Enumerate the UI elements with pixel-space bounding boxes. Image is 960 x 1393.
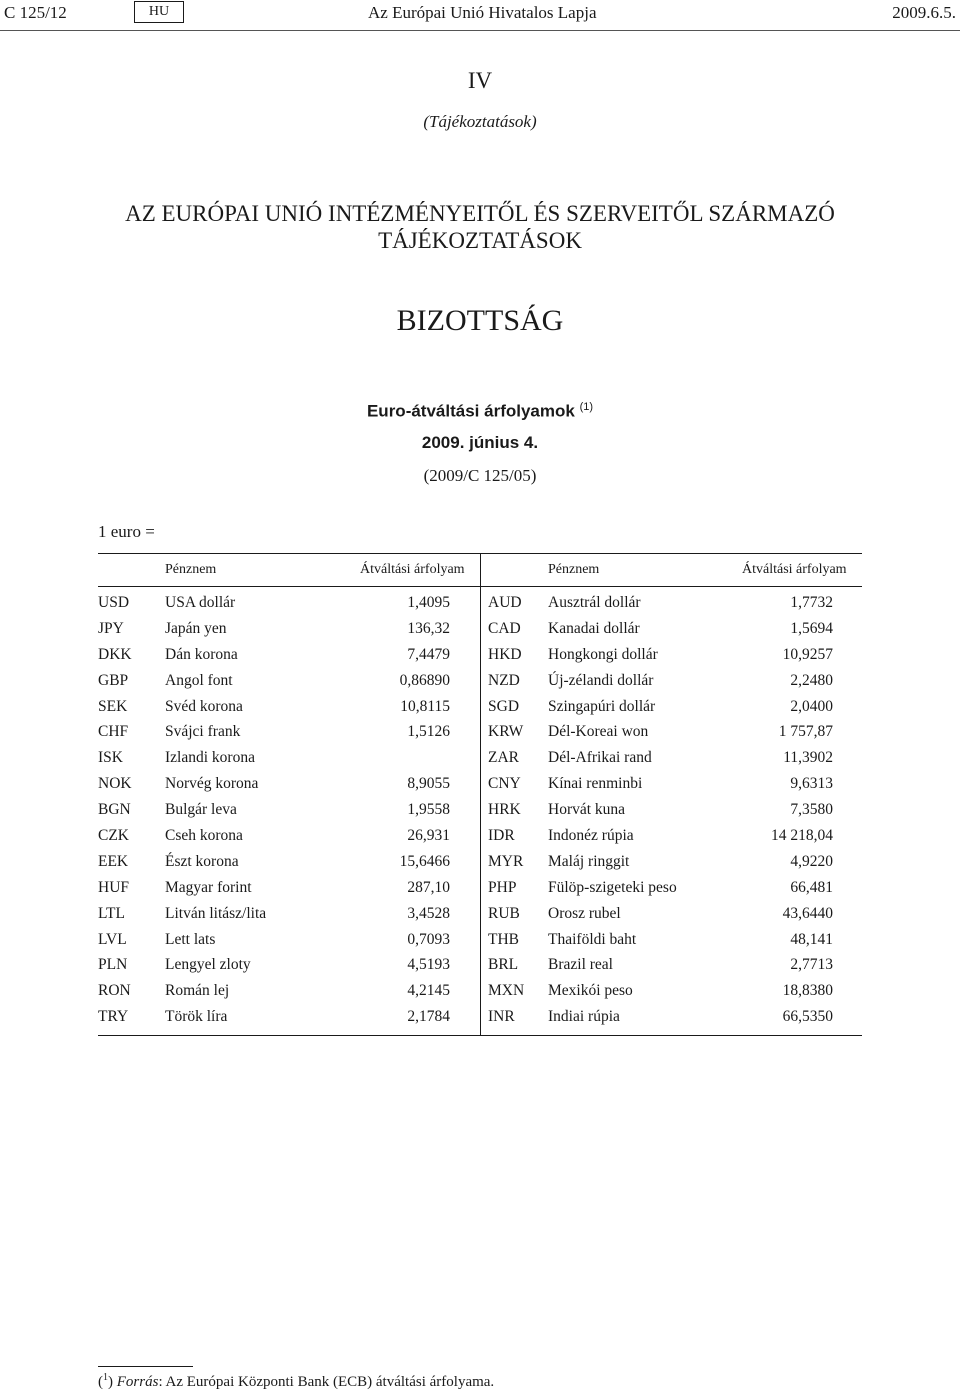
currency-code: NZD [488, 671, 520, 689]
currency-name: Indonéz rúpia [548, 827, 634, 845]
document-date: 2009. június 4. [421, 433, 539, 452]
currency-code: RUB [488, 904, 520, 922]
currency-name: Orosz rubel [548, 904, 621, 922]
currency-name: Indiai rúpia [548, 1008, 620, 1026]
table-row [0, 1004, 960, 1030]
table-row [0, 745, 960, 771]
currency-code: THB [488, 930, 519, 948]
currency-code: PLN [98, 956, 128, 974]
currency-code: HKD [488, 645, 522, 663]
exchange-rate: 3,4528 [407, 904, 450, 922]
exchange-rate: 7,4479 [407, 645, 450, 663]
currency-name: Fülöp-szigeteki peso [548, 878, 677, 896]
currency-code: CNY [488, 775, 521, 793]
footnote-divider [98, 1366, 193, 1367]
section-number: IV [467, 68, 493, 93]
currency-code: ISK [98, 749, 123, 767]
currency-code: AUD [488, 594, 522, 611]
exchange-rate-table-body [0, 590, 960, 1030]
exchange-rate: 8,9055 [407, 775, 450, 793]
currency-name: Lengyel zloty [165, 956, 251, 974]
exchange-rate: 1,7732 [790, 594, 833, 611]
currency-code: PHP [488, 878, 517, 896]
exchange-rate: 4,2145 [407, 982, 450, 1000]
exchange-rate: 1 757,87 [778, 723, 833, 741]
table-row [0, 823, 960, 849]
currency-code: RON [98, 982, 131, 1000]
organization-title: BIZOTTSÁG [396, 304, 564, 337]
currency-code: LVL [98, 930, 127, 948]
currency-name: Szingapúri dollár [548, 697, 656, 715]
issue-date: 2009.6.5. [892, 3, 956, 22]
currency-code: NOK [98, 775, 132, 793]
currency-name: Cseh korona [165, 827, 243, 845]
currency-name: Horvát kuna [548, 801, 626, 819]
exchange-rate: 18,8380 [782, 982, 833, 1000]
exchange-rate: 9,6313 [790, 775, 833, 793]
exchange-rate: 2,2480 [790, 671, 833, 689]
currency-name: Angol font [165, 671, 233, 689]
document-title [0, 401, 960, 422]
main-title [0, 200, 960, 254]
currency-code: EEK [98, 852, 129, 870]
footnote-marker: 1 [103, 1372, 108, 1383]
table-row [0, 901, 960, 927]
currency-name: USA dollár [165, 594, 236, 611]
currency-name: Észt korona [165, 852, 239, 870]
document-title-text: Euro-átváltási árfolyamok [366, 401, 575, 421]
exchange-rate: 15,6466 [399, 852, 450, 870]
currency-name: Dán korona [165, 645, 238, 663]
currency-name: Kínai renminbi [548, 775, 643, 793]
exchange-rate: 66,5350 [782, 1008, 833, 1026]
exchange-rate: 1,5694 [790, 619, 833, 637]
page-header [0, 0, 960, 30]
exchange-rate: 0,7093 [407, 930, 450, 948]
exchange-rate: 66,481 [790, 878, 833, 896]
currency-name: Kanadai dollár [548, 619, 640, 637]
exchange-rate: 2,1784 [407, 1008, 450, 1026]
currency-name: Bulgár leva [165, 801, 237, 819]
header-currency-left: Pénznem [165, 562, 217, 577]
currency-code: USD [98, 594, 130, 611]
currency-code: MYR [488, 852, 524, 870]
currency-code: SEK [98, 697, 128, 715]
currency-name: Izlandi korona [165, 749, 255, 767]
exchange-rate: 4,9220 [790, 852, 833, 870]
currency-code: ZAR [488, 749, 519, 767]
currency-code: MXN [488, 982, 525, 1000]
table-bottom-rule [98, 1035, 862, 1036]
currency-name: Svéd korona [165, 697, 243, 715]
table-row [0, 771, 960, 797]
exchange-rate: 1,9558 [407, 801, 450, 819]
currency-name: Magyar forint [165, 878, 252, 896]
exchange-rate: 2,0400 [790, 697, 833, 715]
exchange-rate: 10,9257 [782, 645, 833, 663]
header-rate-left: Átváltási árfolyam [360, 562, 465, 577]
exchange-rate: 26,931 [407, 827, 450, 845]
journal-issue: C 125/12 [4, 3, 67, 22]
currency-name: Lett lats [165, 930, 216, 948]
currency-name: Hongkongi dollár [548, 645, 658, 663]
currency-name: Dél-Afrikai rand [548, 749, 652, 767]
journal-title: Az Európai Unió Hivatalos Lapja [368, 3, 597, 22]
header-rate-right: Átváltási árfolyam [742, 562, 847, 577]
currency-name: Japán yen [165, 619, 227, 637]
header-currency-right: Pénznem [548, 562, 600, 577]
exchange-rate: 136,32 [407, 619, 450, 637]
exchange-rate: 287,10 [407, 878, 450, 896]
table-row [0, 668, 960, 694]
table-row [0, 642, 960, 668]
currency-code: TRY [98, 1008, 129, 1026]
document-reference: (2009/C 125/05) [423, 466, 537, 485]
table-row [0, 719, 960, 745]
exchange-rate: 4,5193 [407, 956, 450, 974]
currency-code: IDR [488, 827, 515, 845]
currency-name: Svájci frank [165, 723, 241, 741]
currency-name: Litván litász/lita [165, 904, 267, 922]
currency-code: DKK [98, 645, 132, 663]
currency-code: LTL [98, 904, 125, 922]
currency-name: Török líra [165, 1008, 228, 1026]
footnote-source-label: Forrás [116, 1374, 159, 1390]
currency-code: JPY [98, 619, 124, 637]
currency-name: Maláj ringgit [548, 852, 630, 870]
language-badge: HU [134, 1, 184, 23]
currency-code: GBP [98, 671, 129, 689]
footnote-reference[interactable]: (1) [579, 401, 594, 413]
table-row [0, 849, 960, 875]
currency-code: CZK [98, 827, 129, 845]
currency-code: HUF [98, 878, 130, 896]
currency-name: Dél-Koreai won [548, 723, 649, 741]
table-row [0, 694, 960, 720]
exchange-rate: 10,8115 [400, 697, 450, 715]
table-row [0, 797, 960, 823]
section-subtitle: (Tájékoztatások) [423, 112, 537, 131]
table-header-rule [98, 586, 862, 587]
footnote: ($^1$) Forrás: Az Európai Központi Bank (ECB) átváltási árfolyama. [98, 1372, 495, 1390]
footnote-text: : Az Európai Központi Bank (ECB) átváltási árfolyama. [158, 1374, 495, 1390]
exchange-rate: 14 218,04 [771, 827, 833, 845]
currency-name: Thaiföldi baht [548, 930, 637, 948]
currency-code: HRK [488, 801, 521, 819]
table-row [0, 952, 960, 978]
table-lead: 1 euro = [98, 522, 155, 541]
currency-name: Új-zélandi dollár [548, 671, 654, 689]
exchange-rate: 0,86890 [399, 671, 450, 689]
exchange-rate: 43,6440 [782, 904, 833, 922]
exchange-rate: 1,4095 [407, 594, 450, 611]
exchange-rate: 7,3580 [790, 801, 833, 819]
currency-code: CAD [488, 619, 521, 637]
exchange-rate: 1,5126 [407, 723, 450, 741]
exchange-rate: 48,141 [790, 930, 833, 948]
currency-name: Norvég korona [165, 775, 259, 793]
currency-name: Ausztrál dollár [548, 594, 641, 611]
currency-code: CHF [98, 723, 129, 741]
currency-code: BGN [98, 801, 131, 819]
header-divider [0, 30, 960, 31]
currency-code: BRL [488, 956, 519, 974]
exchange-rate: 2,7713 [790, 956, 833, 974]
currency-name: Mexikói peso [548, 982, 633, 1000]
table-row [0, 927, 960, 953]
table-row [0, 875, 960, 901]
table-row [0, 616, 960, 642]
currency-name: Brazil real [548, 956, 613, 974]
table-row [0, 978, 960, 1004]
table-row [0, 590, 960, 616]
currency-code: INR [488, 1008, 515, 1026]
currency-code: SGD [488, 697, 520, 715]
currency-code: KRW [488, 723, 524, 741]
currency-name: Román lej [165, 982, 230, 1000]
main-title-text: AZ EURÓPAI UNIÓ INTÉZMÉNYEITŐL ÉS SZERVEITŐL SZÁRMAZÓ TÁJÉKOZTATÁSOK [125, 201, 835, 253]
exchange-rate: 11,3902 [783, 749, 833, 767]
